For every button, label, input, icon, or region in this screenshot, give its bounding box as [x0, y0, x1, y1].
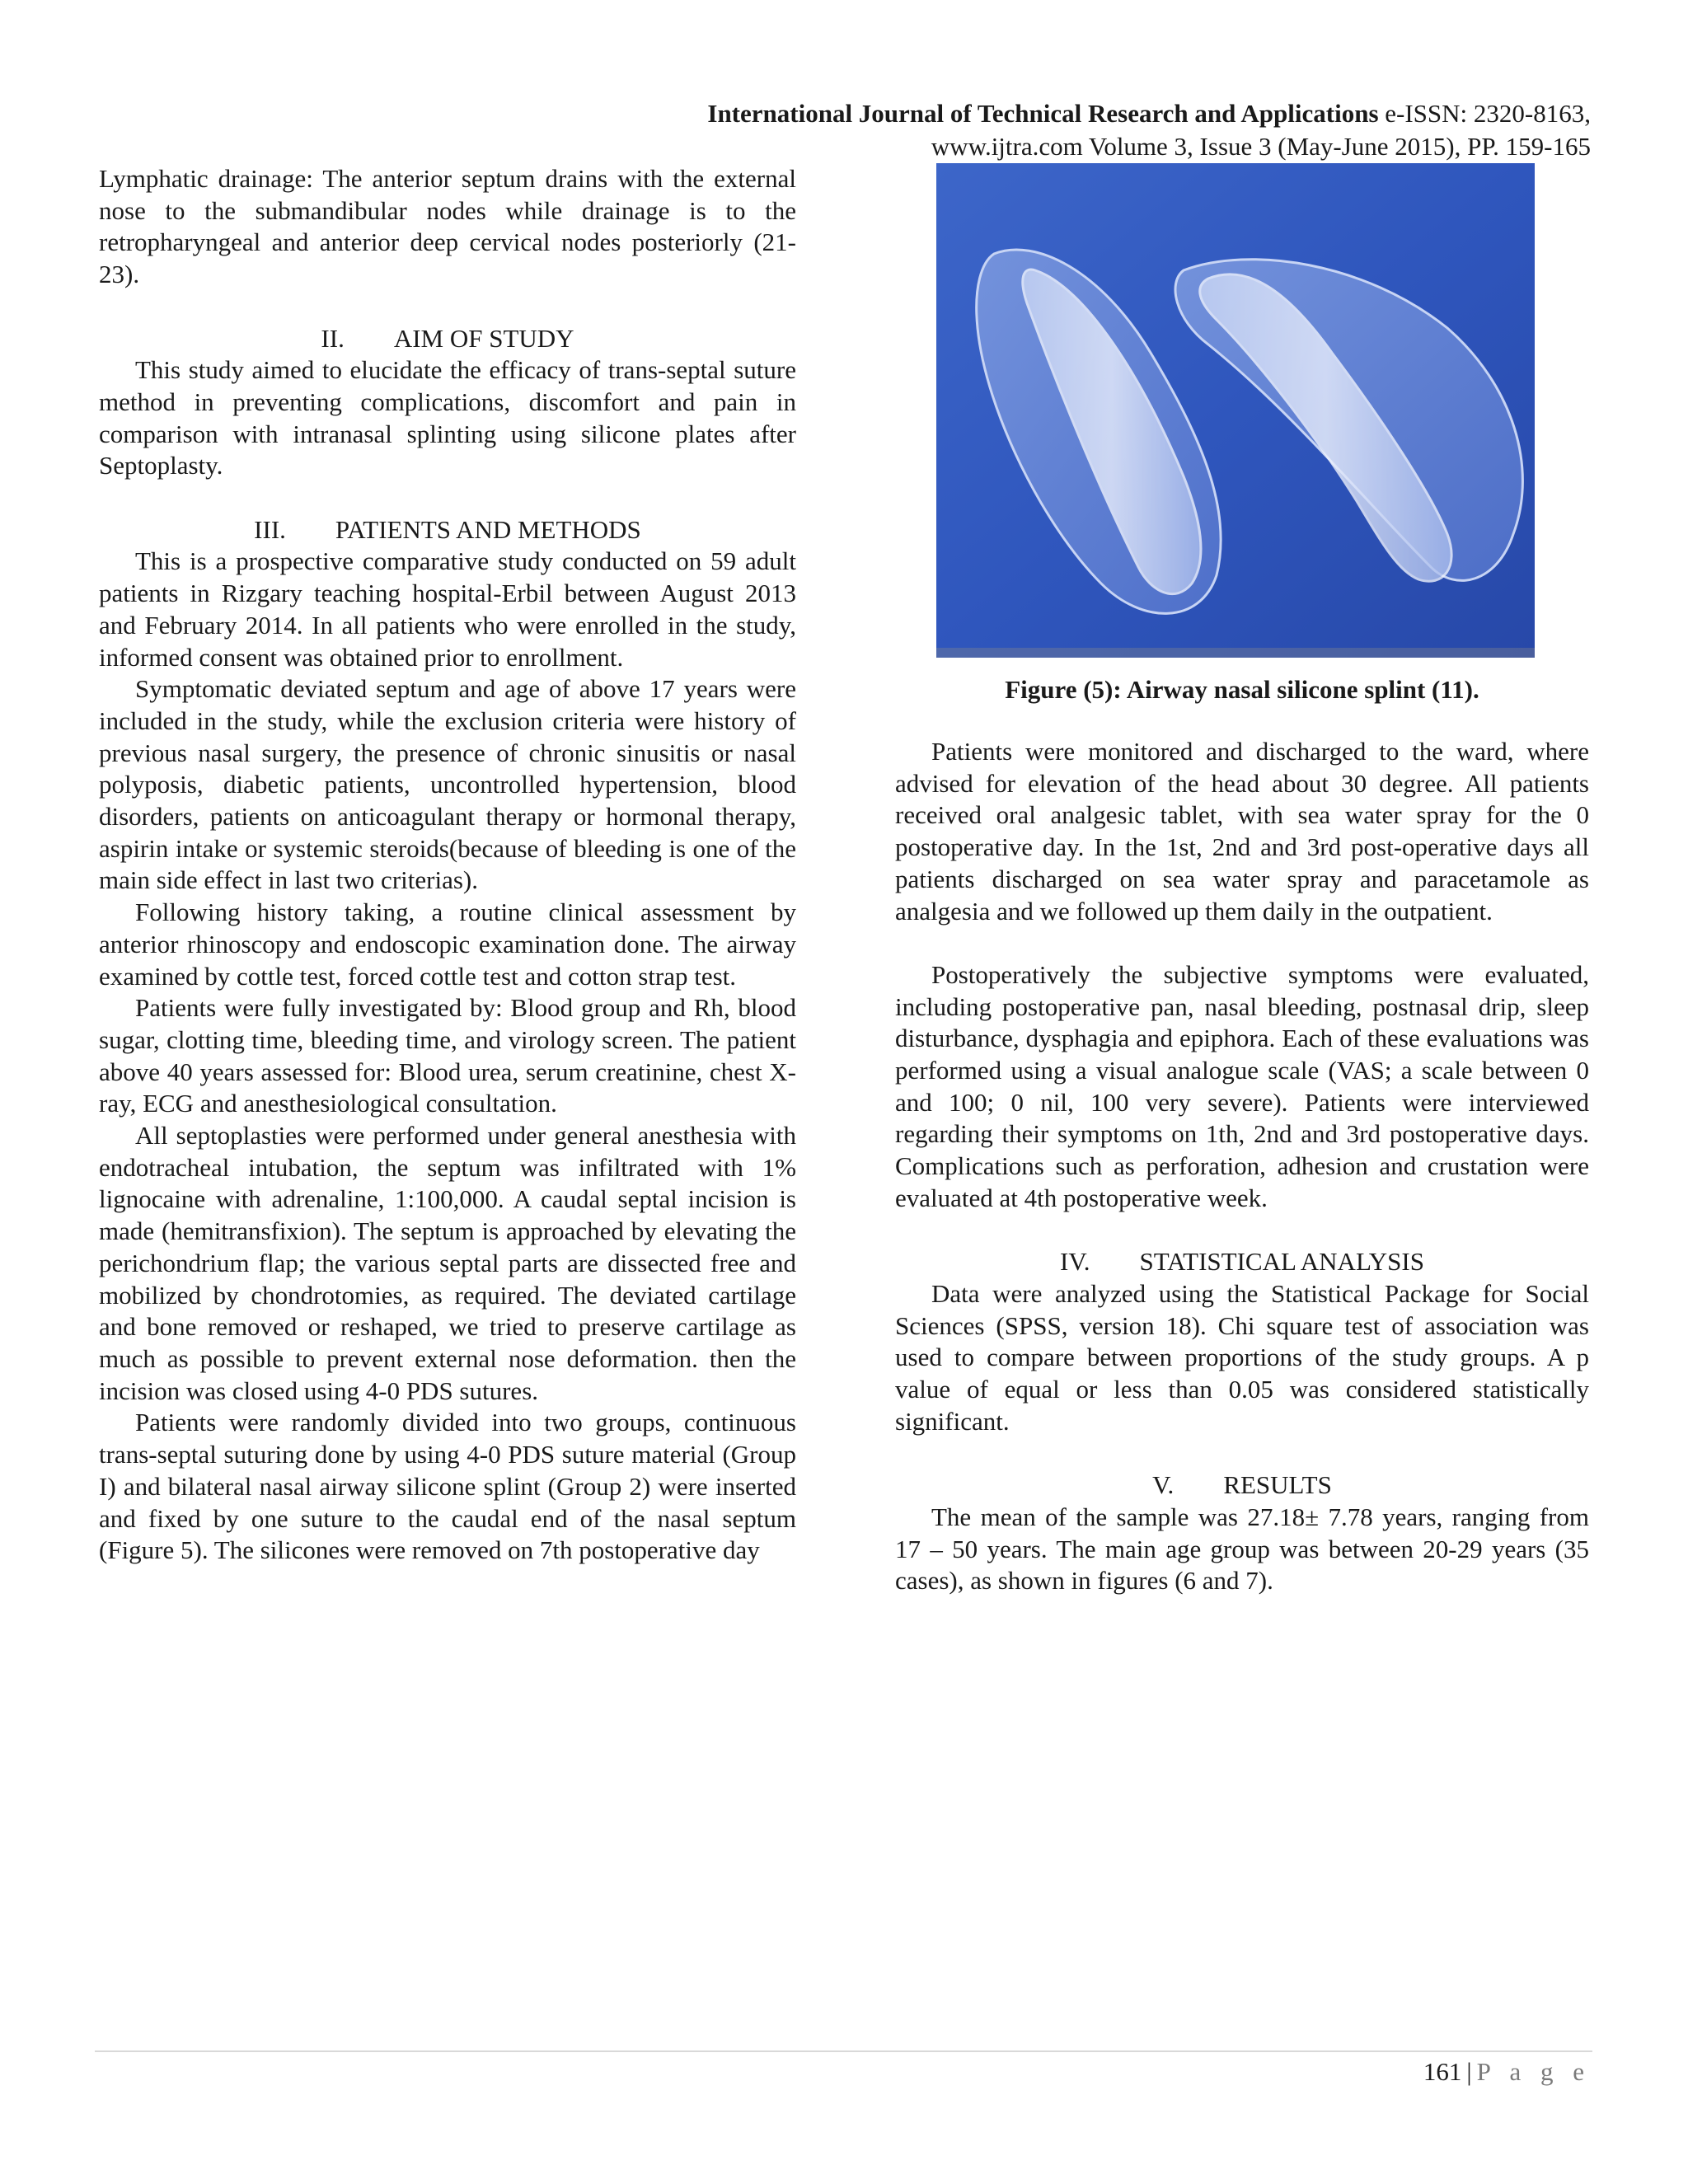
page-number: 161 — [1423, 2057, 1462, 2086]
figure-caption: Figure (5): Airway nasal silicone splint (11). — [1005, 675, 1479, 704]
section-heading-aim — [99, 323, 796, 355]
paragraph-methods-1: This is a prospective comparative study conducted on 59 adult patients in Rizgary teaching hospital-Erbil between August 2013 and February 2014. In all patients who were enrolled in the study, informed consent was obtained prior to enrollment. — [99, 546, 796, 672]
paragraph-lymphatic-drainage: Lymphatic drainage: The anterior septum drains with the external nose to the submandibular nodes while drainage is to the retropharyngeal and anterior deep cervical nodes posteriorly (21-23). — [99, 164, 796, 289]
paragraph-methods-3: Following history taking, a routine clinical assessment by anterior rhinoscopy and endoscopic examination done. The airway examined by cottle test, forced cottle test and cotton strap test. — [99, 898, 796, 991]
section-number: V. — [1152, 1470, 1175, 1500]
journal-issn: e-ISSN: 2320-8163, — [1378, 99, 1591, 128]
section-title: STATISTICAL ANALYSIS — [1139, 1247, 1424, 1277]
section-heading-results — [895, 1469, 1589, 1502]
paragraph-postop-monitoring: Patients were monitored and discharged to the ward, where advised for elevation of the head about 30 degree. All patients received oral analgesic tablet, with sea water spray for the 0 postoperative day. In the 1st, 2nd and 3rd post-operative days all patients discharged on sea water spray and paracetamole as analgesia and we followed up them daily in the outpatient. — [895, 737, 1589, 926]
left-column — [99, 163, 796, 1567]
paragraph-statistics: Data were analyzed using the Statistical Package for Social Sciences (SPSS, version 18). Chi square test of association was used to compare between proportions of the study groups. A p value of equal or less than 0.05 was considered statistically significant. — [895, 1278, 1589, 1436]
right-column — [895, 736, 1589, 1597]
journal-header — [272, 97, 1591, 163]
paragraph-results: The mean of the sample was 27.18± 7.78 years, ranging from 17 – 50 years. The main age group was between 20-29 years (35 cases), as shown in figures (6 and 7). — [895, 1502, 1589, 1596]
section-title: PATIENTS AND METHODS — [335, 514, 641, 544]
journal-header-line2: www.ijtra.com Volume 3, Issue 3 (May-June 2015), PP. 159-165 — [931, 132, 1591, 161]
journal-header-line1 — [272, 97, 1591, 130]
paragraph-postop-symptoms: Postoperatively the subjective symptoms were evaluated, including postoperative pan, nasal bleeding, postnasal drip, sleep disturbance, dysphagia and epiphora. Each of these evaluations was performed using a visual analogue scale (VAS; a scale between 0 and 100; 0 nil, 100 very severe). Patients were interviewed regarding their symptoms on 1th, 2nd and 3rd postoperative days. Complications such as perforation, adhesion and crustation were evaluated at 4th postoperative week. — [895, 959, 1589, 1212]
section-title: RESULTS — [1223, 1470, 1332, 1500]
page-label: P a g e — [1476, 2057, 1591, 2086]
section-heading-methods — [99, 514, 796, 546]
paragraph-methods-2: Symptomatic deviated septum and age of above 17 years were included in the study, while the exclusion criteria were history of previous nasal surgery, the presence of chronic sinusitis or nasal polyposis, diabetic patients, uncontrolled hypertension, blood disorders, patients on anticoagulant therapy or hormonal therapy, aspirin intake or systemic steroids(because of bleeding is one of the main side effect in last two criterias). — [99, 674, 796, 895]
figure-silicone-splint — [936, 163, 1535, 658]
journal-title: International Journal of Technical Research and Applications — [707, 99, 1379, 128]
section-number: IV. — [1060, 1247, 1090, 1277]
section-number: III. — [254, 514, 286, 544]
paragraph-methods-6: Patients were randomly divided into two groups, continuous trans-septal suturing done by using 4-0 PDS suture material (Group I) and bilateral nasal airway silicone splint (Group 2) were inserted and fixed by one suture to the caudal end of the nasal septum (Figure 5). The silicones were removed on 7th postoperative day — [99, 1408, 796, 1565]
page-footer — [1423, 2055, 1591, 2088]
section-heading-statistics — [895, 1246, 1589, 1278]
footer-divider — [95, 2050, 1592, 2052]
paragraph-methods-5: All septoplasties were performed under general anesthesia with endotracheal intubation, the septum was infiltrated with 1% lignocaine with adrenaline, 1:100,000. A caudal septal incision is made (hemitransfixion). The septum is approached by elevating the perichondrium flap; the various septal parts are dissected free and mobilized by chondrotomies, as required. The deviated cartilage and bone removed or reshaped, we tried to preserve cartilage as much as possible to prevent external nose deformation. then the incision was closed using 4-0 PDS sutures. — [99, 1121, 796, 1405]
section-title: AIM OF STUDY — [393, 323, 574, 353]
footer-separator: | — [1466, 2057, 1472, 2086]
section-number: II. — [321, 323, 345, 353]
paragraph-methods-4: Patients were fully investigated by: Blood group and Rh, blood sugar, clotting time, bleeding time, and virology screen. The patient above 40 years assessed for: Blood urea, serum creatinine, chest X-ray, ECG and anesthesiological consultation. — [99, 993, 796, 1118]
paragraph-aim: This study aimed to elucidate the efficacy of trans-septal suture method in preventing complications, discomfort and pain in comparison with intranasal splinting using silicone plates after Septoplasty. — [99, 355, 796, 480]
silicone-splint-photo — [936, 163, 1535, 658]
